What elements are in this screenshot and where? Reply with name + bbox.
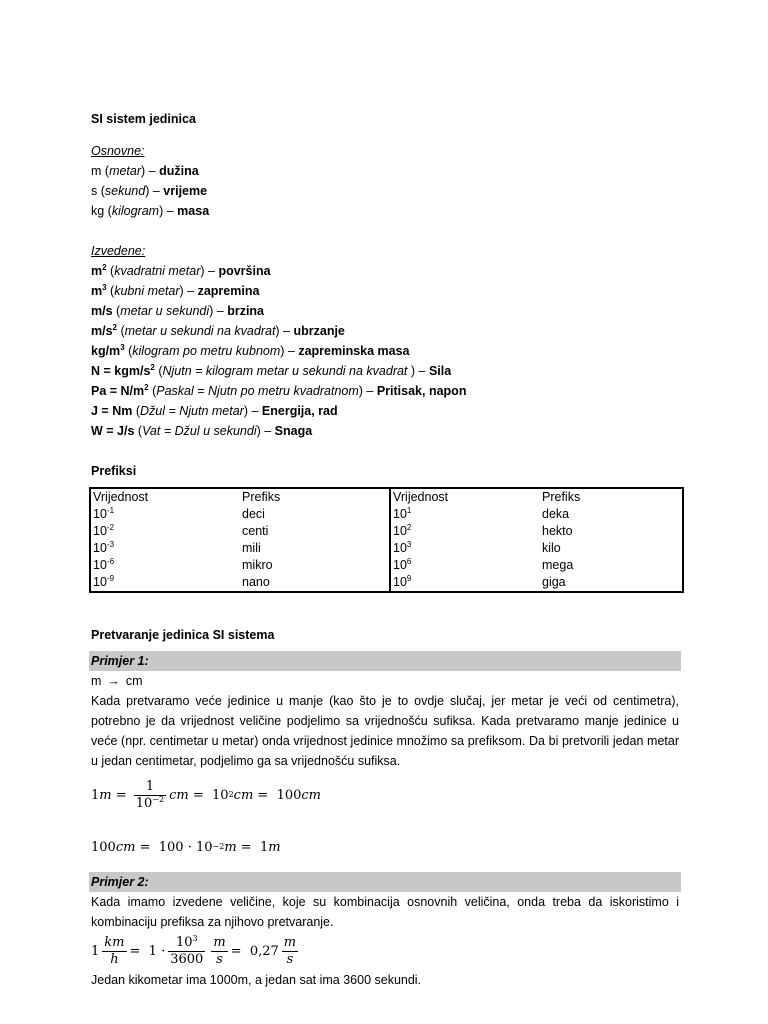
- example-1-equation-2: 100 cm = 100 · 10 −2 m = 1 m: [91, 839, 281, 855]
- value-cell: $10^3$: [390, 540, 540, 557]
- example-2-note: Jedan kikometar ima 1000m, a jedan sat ima 3600 sekundi.: [91, 973, 422, 987]
- fraction: $\frac{km}{h}$: [104, 934, 125, 967]
- prefix-cell: kilo: [542, 541, 561, 555]
- value-cell: $10^1$: [390, 506, 540, 523]
- value-cell: $10^2$: [390, 523, 540, 540]
- base-unit-item: kg (kilogram) – masa: [91, 204, 210, 218]
- fraction: $\frac{1}{10^{-2}}$: [135, 778, 165, 811]
- example-1-label: Primjer 1:: [89, 651, 681, 671]
- prefix-cell: deka: [542, 507, 570, 521]
- example-2-equation: 1 $\frac{km}{h}$ = 1 · $\frac{10^3}{3600}$ $\frac{m}{s}$ = 0,27 $\frac{m}{s}$: [91, 933, 297, 967]
- prefix-table-row: [90, 523, 683, 540]
- base-unit-item: s (sekund) – vrijeme: [91, 184, 208, 198]
- example-2-text: Kada imamo izvedene veličine, koje su kombinacija osnovnih veličina, onda treba da iskoristimo i kombinaciju prefiksa za njihovo pretvaranje.: [91, 895, 679, 929]
- header-value-left: Vrijednost: [93, 490, 149, 504]
- value-cell: $10^{-1}$: [93, 506, 115, 521]
- prefix-cell: giga: [542, 575, 566, 589]
- derived-unit-item: $kg/m^3$ (kilogram po metru kubnom) – zapreminska masa: [91, 343, 410, 358]
- prefix-cell: mega: [542, 558, 574, 572]
- page-title: SI sistem jedinica: [91, 112, 196, 126]
- example-1-conversion: m → cm: [91, 674, 143, 688]
- derived-unit-item: N = kgm/$s^2$ (Njutn = kilogram metar u sekundi na kvadrat ) – Sila: [91, 363, 452, 378]
- fraction: $\frac{m}{s}$: [213, 934, 226, 967]
- prefix-heading: Prefiksi: [91, 464, 137, 478]
- derived-unit-item: $m^2$ (kvadratni metar) – površina: [91, 263, 271, 278]
- value-cell: $10^6$: [390, 557, 540, 574]
- derived-unit-item: m/s (metar u sekundi) – brzina: [91, 304, 264, 318]
- prefix-table-row: [90, 540, 683, 557]
- prefix-cell: mili: [242, 541, 261, 555]
- example-1-equation-1: 1 m = $\frac{1}{10^{-2}}$ cm = 10 2 cm = 100 cm: [91, 778, 322, 811]
- base-units-list: [91, 161, 687, 221]
- derived-unit-item: J = Nm (Džul = Njutn metar) – Energija, rad: [91, 404, 338, 418]
- example-2-label: Primjer 2:: [89, 872, 681, 892]
- prefix-cell: mikro: [242, 558, 273, 572]
- fraction: $\frac{m}{s}$: [283, 934, 297, 967]
- document-page: [91, 93, 687, 990]
- value-cell: $10^{-6}$: [93, 557, 115, 572]
- fraction: $\frac{10^3}{3600}$: [170, 933, 204, 967]
- value-cell: $10^{-2}$: [93, 523, 115, 538]
- prefix-table-row: [90, 557, 683, 574]
- prefix-cell: deci: [242, 507, 265, 521]
- prefix-table-header: [90, 488, 683, 506]
- derived-units-list: [91, 261, 687, 441]
- value-cell: $10^{-3}$: [93, 540, 115, 555]
- value-cell: $10^9$: [390, 574, 540, 592]
- conversion-heading: Pretvaranje jedinica SI sistema: [91, 628, 275, 642]
- header-prefix-left: Prefiks: [242, 490, 281, 504]
- prefix-cell: nano: [242, 575, 270, 589]
- header-value-right: Vrijednost: [390, 488, 540, 506]
- header-prefix-right: Prefiks: [542, 490, 581, 504]
- value-cell: $10^{-9}$: [93, 574, 115, 589]
- prefix-cell: centi: [242, 524, 269, 538]
- derived-units-heading: Izvedene:: [91, 244, 146, 258]
- arrow-right-icon: →: [107, 674, 120, 688]
- derived-unit-item: $m/s^2$ (metar u sekundi na kvadrat) – ubrzanje: [91, 323, 345, 338]
- derived-unit-item: W = J/s (Vat = Džul u sekundi) – Snaga: [91, 424, 313, 438]
- derived-unit-item: $Pa = N/m^2$ (Paskal = Njutn po metru kvadratnom) – Pritisak, napon: [91, 383, 467, 398]
- prefix-cell: hekto: [542, 524, 573, 538]
- base-units-heading: Osnovne:: [91, 144, 145, 158]
- base-unit-item: m (metar) – dužina: [91, 164, 199, 178]
- prefix-table-row: [90, 574, 683, 592]
- prefix-table: [89, 487, 684, 593]
- derived-unit-item: $m^3$ (kubni metar) – zapremina: [91, 283, 260, 298]
- prefix-table-row: [90, 506, 683, 523]
- example-1-text: Kada pretvaramo veće jedinice u manje (kao što je to ovdje slučaj, jer metar je veći od centimetra), potrebno je da vrijednost veličine podjelimo sa vrijednošću sufiksa. Kada pretvaramo manje jedinice u veće (npr. centimetar u metar) onda vrijednost jedinice množimo sa prefiksom. Da bi pretvorili jedan metar u jedan centimetar, podjelimo ga sa vrijednošću sufiksa.: [91, 694, 679, 768]
